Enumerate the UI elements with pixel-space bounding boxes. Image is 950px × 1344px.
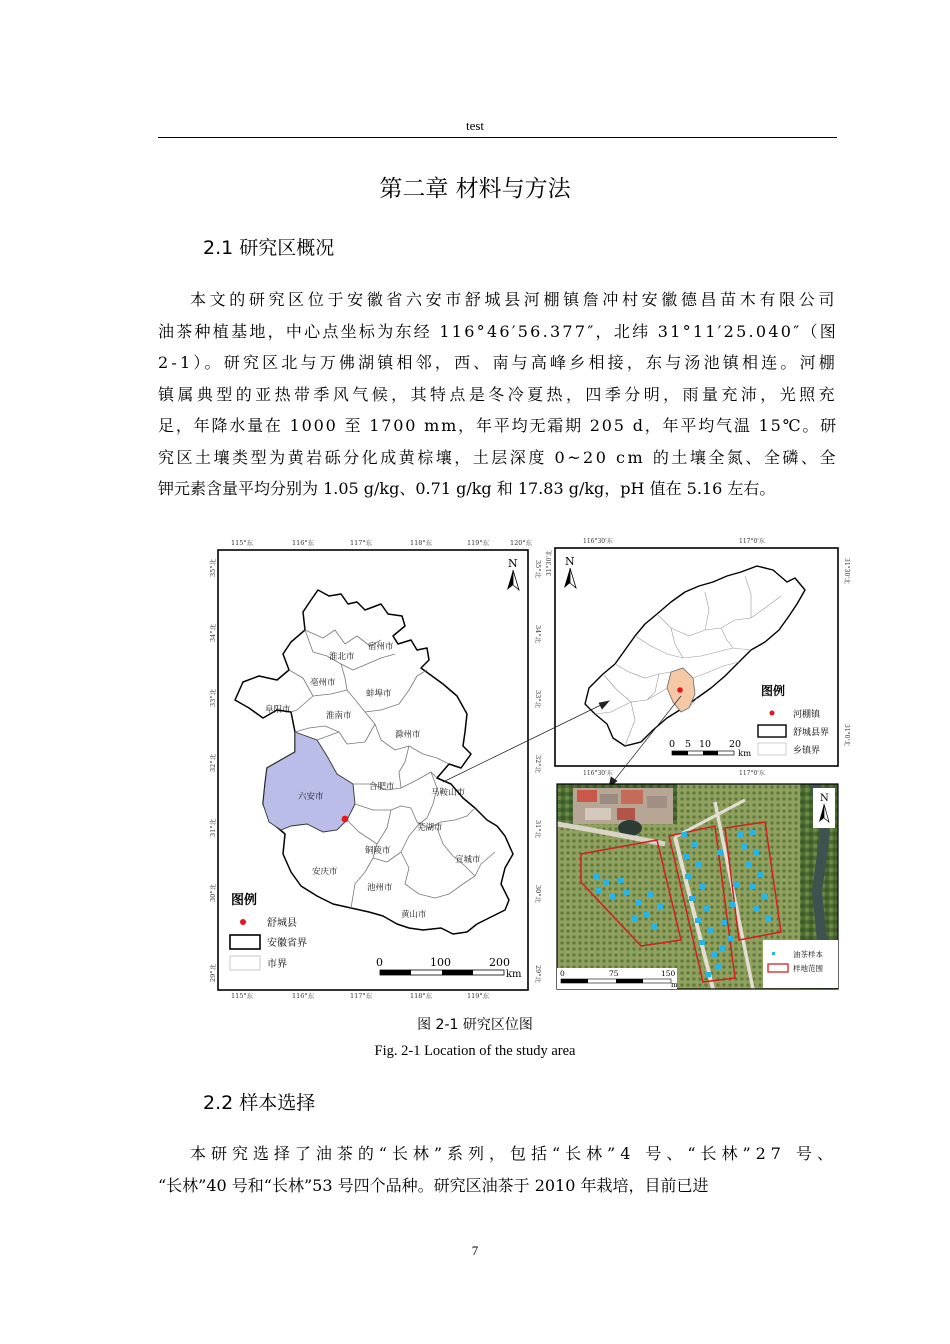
svg-text:舒城县: 舒城县 [267,918,297,929]
tick-label: 31°30'北 [546,550,553,576]
tick-label: 119°东 [467,992,490,1000]
tick-label: 31°北 [534,820,542,839]
svg-text:75: 75 [609,969,619,978]
running-header: test [465,118,485,133]
para-line: 2-1）。研究区北与万佛湖镇相邻，西、南与高峰乡相接，东与汤池镇相连。河棚 [158,353,838,372]
tick-label: 35°北 [209,558,217,577]
svg-text:N: N [565,555,575,568]
tick-label: 118°东 [410,992,433,1000]
svg-text:5: 5 [685,739,692,750]
tick-label: 120°东 [510,539,533,547]
svg-text:0: 0 [376,956,383,969]
para-line: 镇属典型的亚热带季风气候，其特点是冬冷夏热，四季分明，雨量充沛，光照充 [158,384,838,404]
para-line: 本研究选择了油茶的“长林”系列，包括“长林”4 号、“长林”27 号、 [190,1144,838,1163]
tick-label: 116°东 [292,992,315,1000]
site-map-scale-bar [557,968,678,989]
svg-text:油茶样本: 油茶样本 [793,950,823,959]
city-label: 黄山市 [401,910,427,920]
tick-label: 118°东 [410,539,433,547]
tick-label: 31°北 [209,818,217,837]
figure-caption-cn: 图 2-1 研究区位图 [417,1017,533,1033]
city-label: 芜湖市 [417,823,443,833]
study-area-figure [205,532,850,1002]
svg-text:河棚镇: 河棚镇 [793,710,821,720]
svg-text:图例: 图例 [231,893,258,908]
para-line: 油茶种植基地，中心点坐标为东经 116°46′56.377″，北纬 31°11′25.040″（图 [158,321,839,341]
para-line: 本文的研究区位于安徽省六安市舒城县河棚镇詹冲村安徽德昌苗木有限公司 [190,290,838,309]
city-label: 六安市 [298,792,324,802]
tick-label: 117°东 [350,539,373,547]
tick-label: 117°东 [350,992,373,1000]
tick-label: 34°北 [209,623,217,642]
svg-text:km: km [738,749,752,759]
svg-text:样地范围: 样地范围 [793,964,823,973]
section-title-2-1: 2.1 研究区概况 [203,237,335,259]
svg-text:m: m [671,981,678,989]
tick-label: 30°北 [209,883,217,902]
tick-label: 33°北 [209,688,217,707]
chapter-title: 第二章 材料与方法 [379,176,571,202]
shucheng-point [342,816,349,823]
tick-label: 115°东 [231,992,254,1000]
tick-label: 115°东 [231,539,254,547]
para-line: 钾元素含量平均分别为 1.05 g/kg、0.71 g/kg 和 17.83 g/kg，pH 值在 5.16 左右。 [158,479,776,498]
city-label: 淮南市 [326,711,352,721]
city-label: 合肥市 [369,782,395,792]
tick-label: 29°北 [209,963,217,982]
north-arrow-icon [813,788,835,828]
anhui-province-map [208,538,543,1000]
svg-text:100: 100 [430,956,451,969]
tick-label: 32°北 [209,753,217,772]
svg-text:0: 0 [669,739,676,750]
tick-label: 116°东 [292,539,315,547]
para-line: “长林”40 号和“长林”53 号四个品种。研究区油茶于 2010 年栽培，目前已进 [158,1175,709,1195]
city-label: 宿州市 [368,642,394,652]
city-label: 蚌埠市 [366,689,392,699]
section-2-2-paragraph [158,1138,838,1201]
figure-caption-en: Fig. 2-1 Location of the study area [374,1043,576,1059]
city-label: 池州市 [367,883,393,893]
city-label: 淮北市 [329,652,355,662]
tick-label: 116°30'东 [583,538,613,545]
city-label: 亳州市 [310,678,336,688]
tick-label: 31°0'北 [843,724,850,747]
tick-label: 35°北 [534,560,542,579]
svg-text:市界: 市界 [267,959,287,970]
svg-text:20: 20 [729,739,742,750]
tick-label: 29°北 [534,965,542,984]
tick-label: 33°北 [534,690,542,709]
tick-label: 119°东 [467,539,490,547]
svg-text:10: 10 [699,739,712,750]
tick-label: 34°北 [534,625,542,644]
city-label: 阜阳市 [265,705,291,715]
hepeng-point [677,687,683,693]
site-map-legend [763,940,838,988]
tick-label: 31°30'北 [843,558,850,584]
shucheng-county-map [545,537,851,777]
para-line: 足，年降水量在 1000 至 1700 mm，年平均无霜期 205 d，年平均气温 15℃。研 [158,416,838,435]
city-label: 滁州市 [395,730,421,740]
svg-text:km: km [506,969,522,980]
section-2-1-paragraph [158,284,838,505]
svg-text:乡镇界: 乡镇界 [793,746,821,756]
tick-label: 30°北 [534,885,542,904]
svg-text:图例: 图例 [761,684,786,698]
section-title-2-2: 2.2 样本选择 [203,1092,316,1114]
city-label: 宣城市 [455,855,481,865]
city-label: 铜陵市 [365,846,391,856]
tick-label: 117°0'东 [739,538,765,545]
city-label: 安庆市 [312,867,338,877]
svg-text:0: 0 [560,969,565,978]
svg-text:安徽省界: 安徽省界 [267,938,307,949]
page-number: 7 [471,1243,479,1258]
header-rule [158,137,837,138]
city-label: 马鞍山市 [431,788,466,798]
svg-text:舒城县界: 舒城县界 [793,728,830,738]
svg-text:150: 150 [661,969,676,978]
tick-label: 116°30'东 [583,770,613,777]
tick-label: 117°0'东 [739,770,765,777]
para-line: 究区土壤类型为黄岩砾分化成黄棕壤，土层深度 0~20 cm 的土壤全氮、全磷、全 [158,447,838,467]
svg-text:N: N [820,793,829,804]
svg-text:200: 200 [489,956,510,969]
svg-text:N: N [508,557,518,570]
site-aerial-map [557,784,840,989]
tick-label: 32°北 [534,755,542,774]
